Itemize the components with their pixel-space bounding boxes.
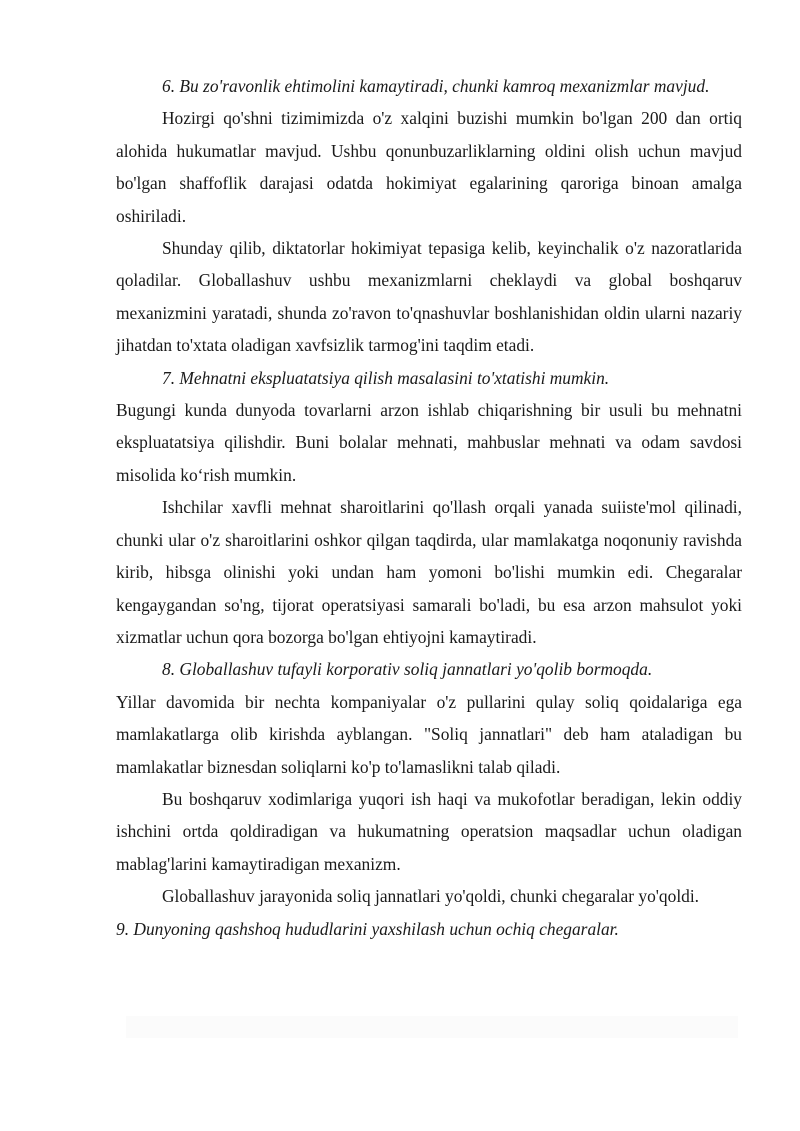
paragraph: Yillar davomida bir nechta kompaniyalar o'z pullarini qulay soliq qoidalariga ega mamlakatlarga olib kirishda ayblangan. "Soliq jannatlari" deb ham ataladigan bu mamlakatlar biznesdan soliqlarni ko'p to'lamaslikni talab qiladi. [116, 691, 742, 777]
footer-band [126, 1016, 738, 1038]
section-heading-7: 7. Mehnatni ekspluatatsiya qilish masalasini to'xtatishi mumkin. [162, 367, 610, 388]
paragraph: Bugungi kunda dunyoda tovarlarni arzon ishlab chiqarishning bir usuli bu mehnatni ekspluatatsiya qilishdir. Buni bolalar mehnati, mahbuslar mehnati va odam savdosi misolida koʻrish mumkin. [116, 400, 742, 485]
section-heading-8: 8. Globallashuv tufayli korporativ soliq jannatlari yo'qolib bormoqda. [162, 659, 653, 680]
document-page [116, 70, 742, 945]
paragraph: Ishchilar xavfli mehnat sharoitlarini qo'llash orqali yanada suiiste'mol qilinadi, chunki ular o'z sharoitlarini oshkor qilgan taqdirda, ular mamlakatga noqonuniy ravishda kirib, hibsga olinishi yoki undan ham yomoni bo'lishi mumkin edi. Chegaralar kengaygandan so'ng, tijorat operatsiyasi samarali bo'ladi, bu esa arzon mahsulot yoki xizmatlar uchun qora bozorga bo'lgan ehtiyojni kamaytiradi. [116, 497, 742, 647]
paragraph: Bu boshqaruv xodimlariga yuqori ish haqi va mukofotlar beradigan, lekin oddiy ishchini ortda qoldiradigan va hukumatning operatsion maqsadlar uchun oladigan mablag'larini kamaytiradigan mexanizm. [116, 788, 742, 874]
paragraph: Shunday qilib, diktatorlar hokimiyat tepasiga kelib, keyinchalik o'z nazoratlarida qoladilar. Globallashuv ushbu mexanizmlarni cheklaydi va global boshqaruv mexanizmini yaratadi, shunda zo'ravon to'qnashuvlar boshlanishidan oldin ularni nazariy jihatdan to'xtata oladigan xavfsizlik tarmog'ini taqdim etadi. [116, 238, 742, 356]
section-heading-6: 6. Bu zo'ravonlik ehtimolini kamaytiradi, chunki kamroq mexanizmlar mavjud. [162, 76, 710, 96]
section-heading-9: 9. Dunyoning qashshoq hududlarini yaxshilash uchun ochiq chegaralar. [116, 918, 619, 939]
paragraph: Globallashuv jarayonida soliq jannatlari yo'qoldi, chunki chegaralar yo'qoldi. [162, 886, 700, 907]
paragraph: Hozirgi qo'shni tizimimizda o'z xalqini buzishi mumkin bo'lgan 200 dan ortiq alohida hukumatlar mavjud. Ushbu qonunbuzarliklarning oldini olish uchun mavjud bo'lgan shaffoflik darajasi odatda hokimiyat egalarining qaroriga binoan amalga oshiriladi. [116, 108, 742, 226]
